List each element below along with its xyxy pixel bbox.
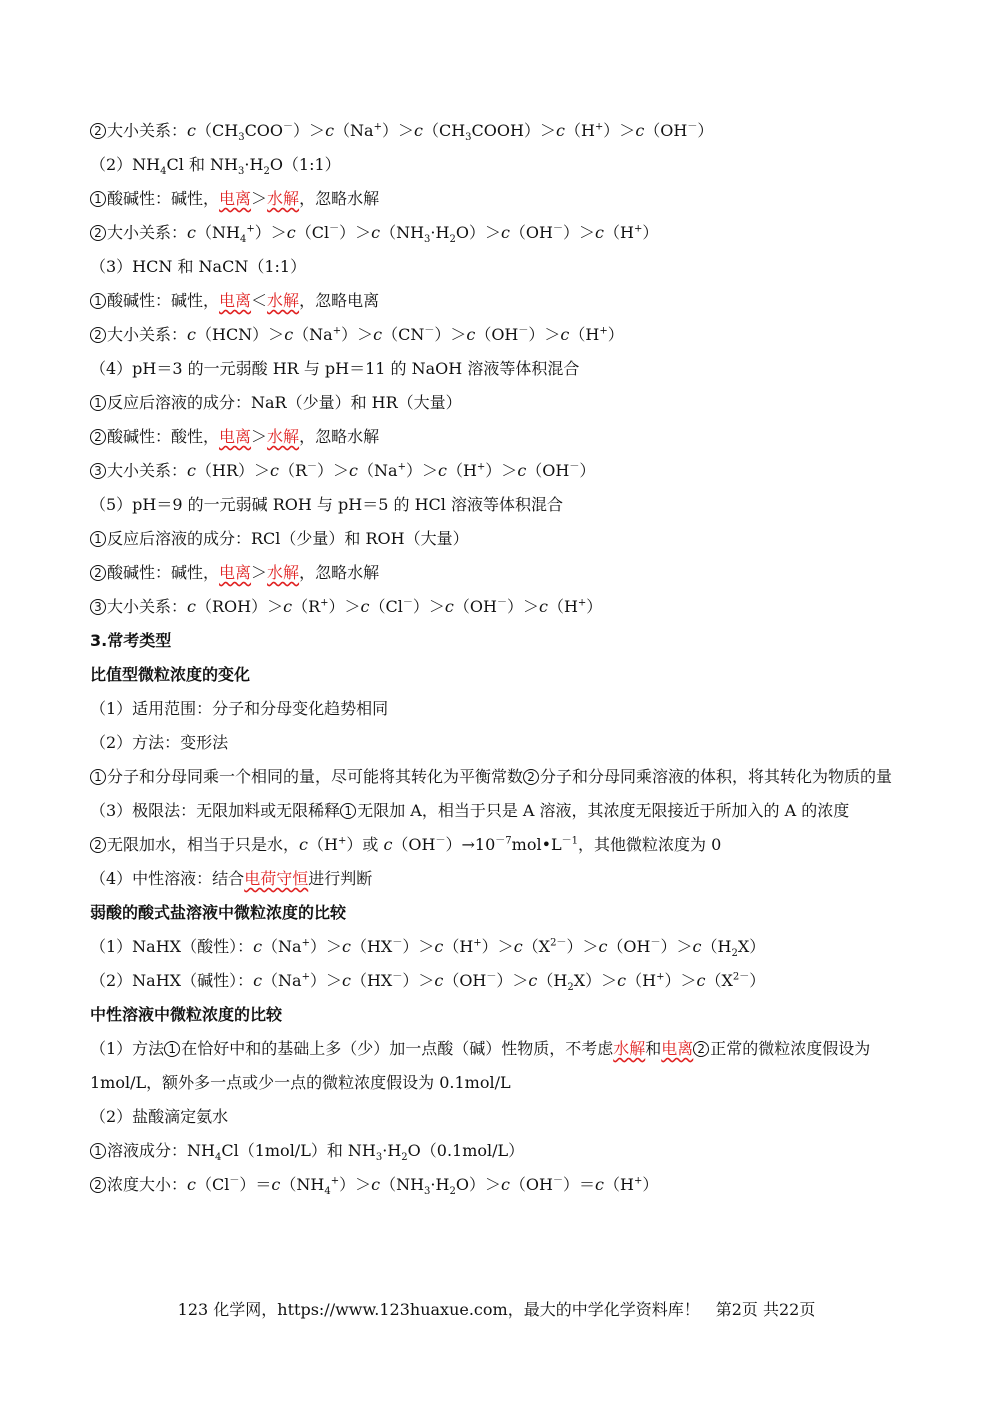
text-line: 2 大小关系：$c(CH_3COO^-)>c(Na^+)>c(CH_3COOH)>c(H^+)>c(OH^-)$: [90, 114, 905, 148]
text-line: （2）方法：变形法: [90, 733, 229, 752]
text-line: （4）中性溶液：结合电荷守恒进行判断: [90, 869, 373, 888]
text-line: 3 大小关系：c（HR）＞c（R－）＞c（Na+）＞c（H+）＞c（OH－）: [90, 454, 905, 488]
text-line: （1）适用范围：分子和分母变化趋势相同: [90, 699, 389, 718]
text-line: 2 酸碱性：碱性，电离＞水解，忽略水解: [90, 556, 905, 590]
section-heading: 中性溶液中微粒浓度的比较: [90, 1005, 283, 1024]
text-line: 1 酸碱性：碱性，电离＞水解，忽略水解: [90, 182, 905, 216]
text-line: 2 无限加水，相当于只是水，c（H+）或 $c(OH^-)\to 10^{-7}mol•L^{-1}$，其他微粒浓度为 0: [90, 828, 905, 862]
text-paragraph: （1）方法 1 在恰好中和的基础上多（少）加一点酸（碱）性物质，不考虑水解和电离 2 正常的微粒浓度假设为 1mol/L，额外多一点或少一点的微粒浓度假设为 0.1mol/L: [90, 1039, 871, 1092]
text-line: $(2)NH_4Cl$ 和 $NH_3\cdot H_2O(1:1)$: [90, 155, 341, 178]
text-line: （3）HCN 和 NaCN（1:1）: [90, 257, 307, 276]
text-line: 3 大小关系：c（ROH）＞c（R+）＞c（Cl－）＞c（OH－）＞c（H+）: [90, 590, 905, 624]
text-line: （4）pH＝3 的一元弱酸 HR 与 pH＝11 的 NaOH 溶液等体积混合: [90, 359, 580, 378]
section-heading: 弱酸的酸式盐溶液中微粒浓度的比较: [90, 903, 347, 922]
text-line: 1 溶液成分：$NH_4Cl(1mol/L)$和 $NH_3\cdot H_2O(0.1mol/L)$: [90, 1134, 905, 1168]
text-paragraph: 1 分子和分母同乘一个相同的量，尽可能将其转化为平衡常数 2 分子和分母同乘溶液的体积，将其转化为物质的量: [90, 760, 905, 794]
text-line: 2 大小关系：$c(NH_4^+)>c(Cl^-)>c(NH_3\cdot H_2O)>c(OH^-)>c(H^+)$: [90, 216, 905, 250]
text-paragraph: （3）极限法：无限加料或无限稀释 1 无限加 A，相当于只是 A 溶液，其浓度无限接近于所加入的 A 的浓度: [90, 801, 850, 820]
text-line: （2）盐酸滴定氨水: [90, 1107, 229, 1126]
section-heading: 3.常考类型: [90, 631, 172, 650]
page-footer: 123 化学网，https://www.123huaxue.com，最大的中学化学资料库！ 第2页 共22页: [177, 1300, 816, 1319]
text-line: （1）NaHX（酸性）：$c(Na^+)>c(HX^-)>c(H^+)>c(X^{2-})>c(OH^-)>c(H_2X)$: [90, 937, 766, 960]
text-line: 1 酸碱性：碱性，电离＜水解，忽略电离: [90, 284, 905, 318]
text-line: 1 反应后溶液的成分：NaR（少量）和 HR（大量）: [90, 386, 905, 420]
section-heading: 比值型微粒浓度的变化: [90, 665, 251, 684]
text-line: 2 酸碱性：酸性，电离＞水解，忽略水解: [90, 420, 905, 454]
document-body: [90, 114, 905, 1202]
text-line: 2 大小关系：c（HCN）＞c（Na+）＞c（CN－）＞c（OH－）＞c（H+）: [90, 318, 905, 352]
text-line: 2 浓度大小：$c(Cl^-)=c(NH_4^+)>c(NH_3\cdot H_2O)>c(OH^-)=c(H^+)$: [90, 1168, 905, 1202]
text-line: 1 反应后溶液的成分：RCl（少量）和 ROH（大量）: [90, 522, 905, 556]
text-line: （5）pH＝9 的一元弱碱 ROH 与 pH＝5 的 HCl 溶液等体积混合: [90, 495, 563, 514]
text-line: （2）NaHX（碱性）：$c(Na^+)>c(HX^-)>c(OH^-)>c(H_2X)>c(H^+)>c(X^{2-})$: [90, 971, 766, 994]
